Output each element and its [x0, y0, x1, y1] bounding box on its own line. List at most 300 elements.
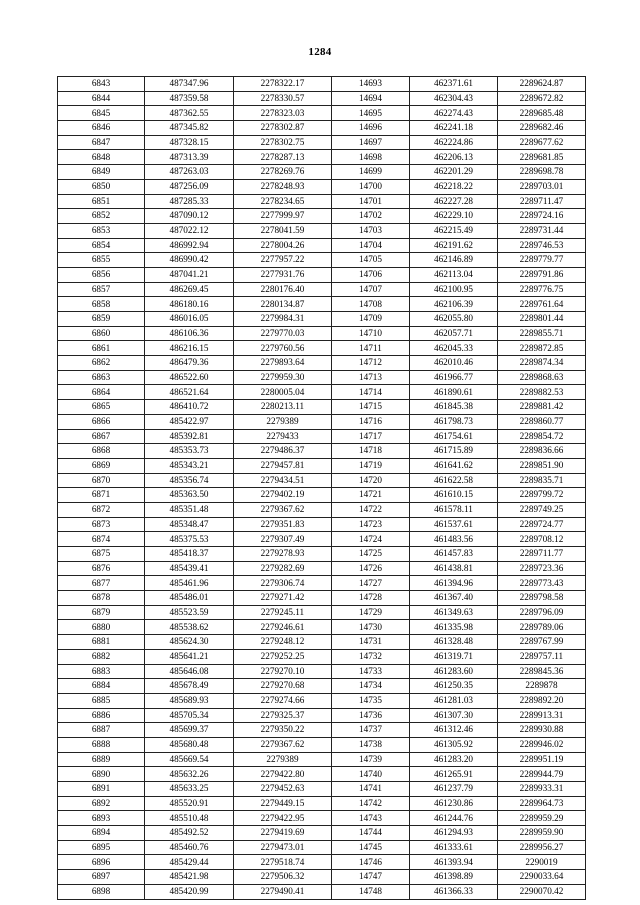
cell-point-id-right: 14728 — [332, 591, 410, 606]
cell-y-left: 2279518.74 — [234, 855, 332, 870]
table-row — [58, 737, 586, 752]
cell-y-left: 2278287.13 — [234, 150, 332, 165]
cell-point-id-left: 6890 — [58, 767, 145, 782]
cell-x-right: 462191.62 — [410, 238, 498, 253]
cell-x-left: 486990.42 — [145, 253, 234, 268]
cell-point-id-right: 14706 — [332, 267, 410, 282]
cell-x-right: 461294.93 — [410, 826, 498, 841]
cell-point-id-left: 6898 — [58, 884, 145, 899]
table-row — [58, 796, 586, 811]
cell-y-left: 2278269.76 — [234, 165, 332, 180]
cell-y-right: 2289845.36 — [498, 664, 586, 679]
table-row — [58, 620, 586, 635]
cell-x-left: 486180.16 — [145, 297, 234, 312]
cell-point-id-left: 6853 — [58, 223, 145, 238]
cell-y-right: 2289757.11 — [498, 649, 586, 664]
coordinates-table — [57, 76, 586, 900]
cell-y-right: 2289854.72 — [498, 429, 586, 444]
cell-y-right: 2289624.87 — [498, 77, 586, 92]
cell-y-left: 2279351.83 — [234, 517, 332, 532]
cell-y-right: 2289791.86 — [498, 267, 586, 282]
cell-point-id-left: 6856 — [58, 267, 145, 282]
cell-x-right: 461283.60 — [410, 664, 498, 679]
table-row — [58, 267, 586, 282]
cell-point-id-right: 14738 — [332, 737, 410, 752]
table-row — [58, 458, 586, 473]
cell-y-right: 2289868.63 — [498, 370, 586, 385]
cell-y-left: 2279307.49 — [234, 532, 332, 547]
cell-y-left: 2278330.57 — [234, 91, 332, 106]
cell-point-id-right: 14720 — [332, 473, 410, 488]
table-row — [58, 238, 586, 253]
cell-x-right: 461398.89 — [410, 870, 498, 885]
cell-y-right: 2289874.34 — [498, 356, 586, 371]
cell-x-left: 487345.82 — [145, 121, 234, 136]
cell-y-left: 2280213.11 — [234, 400, 332, 415]
cell-y-left: 2279367.62 — [234, 502, 332, 517]
cell-point-id-right: 14702 — [332, 209, 410, 224]
cell-y-left: 2279490.41 — [234, 884, 332, 899]
cell-y-left: 2278302.75 — [234, 135, 332, 150]
cell-x-left: 485439.41 — [145, 561, 234, 576]
table-row — [58, 370, 586, 385]
cell-y-right: 2289799.72 — [498, 488, 586, 503]
cell-point-id-left: 6873 — [58, 517, 145, 532]
table-row — [58, 91, 586, 106]
cell-point-id-left: 6892 — [58, 796, 145, 811]
cell-x-left: 485523.59 — [145, 605, 234, 620]
cell-y-right: 2289681.85 — [498, 150, 586, 165]
table-row — [58, 326, 586, 341]
cell-y-right: 2289698.78 — [498, 165, 586, 180]
cell-y-left: 2279893.64 — [234, 356, 332, 371]
cell-point-id-right: 14703 — [332, 223, 410, 238]
table-row — [58, 649, 586, 664]
cell-x-right: 461366.33 — [410, 884, 498, 899]
cell-point-id-right: 14708 — [332, 297, 410, 312]
cell-y-right: 2289711.77 — [498, 547, 586, 562]
coordinates-table-body — [58, 77, 586, 900]
cell-point-id-left: 6865 — [58, 400, 145, 415]
cell-y-left: 2279434.51 — [234, 473, 332, 488]
cell-x-right: 461537.61 — [410, 517, 498, 532]
cell-y-right: 2289685.48 — [498, 106, 586, 121]
cell-x-left: 485429.44 — [145, 855, 234, 870]
cell-x-left: 485348.47 — [145, 517, 234, 532]
cell-y-left: 2279278.93 — [234, 547, 332, 562]
cell-x-right: 461890.61 — [410, 385, 498, 400]
cell-x-left: 485356.74 — [145, 473, 234, 488]
cell-x-left: 486992.94 — [145, 238, 234, 253]
cell-y-left: 2279270.10 — [234, 664, 332, 679]
cell-x-left: 485353.73 — [145, 444, 234, 459]
cell-point-id-left: 6859 — [58, 312, 145, 327]
cell-x-right: 461754.61 — [410, 429, 498, 444]
table-row — [58, 502, 586, 517]
table-row — [58, 708, 586, 723]
cell-point-id-right: 14704 — [332, 238, 410, 253]
cell-x-right: 461349.63 — [410, 605, 498, 620]
cell-point-id-right: 14695 — [332, 106, 410, 121]
cell-point-id-right: 14693 — [332, 77, 410, 92]
table-row — [58, 194, 586, 209]
cell-point-id-left: 6895 — [58, 840, 145, 855]
cell-x-right: 462057.71 — [410, 326, 498, 341]
cell-point-id-left: 6849 — [58, 165, 145, 180]
cell-point-id-left: 6893 — [58, 811, 145, 826]
table-row — [58, 605, 586, 620]
cell-y-left: 2278322.17 — [234, 77, 332, 92]
cell-y-left: 2279306.74 — [234, 576, 332, 591]
table-row — [58, 693, 586, 708]
cell-point-id-left: 6848 — [58, 150, 145, 165]
table-row — [58, 414, 586, 429]
cell-x-right: 461966.77 — [410, 370, 498, 385]
cell-y-right: 2289677.62 — [498, 135, 586, 150]
table-row — [58, 106, 586, 121]
cell-point-id-right: 14744 — [332, 826, 410, 841]
cell-point-id-right: 14742 — [332, 796, 410, 811]
table-row — [58, 723, 586, 738]
cell-x-right: 462218.22 — [410, 179, 498, 194]
cell-x-right: 462201.29 — [410, 165, 498, 180]
cell-x-right: 461393.94 — [410, 855, 498, 870]
cell-x-right: 462055.80 — [410, 312, 498, 327]
cell-y-left: 2280005.04 — [234, 385, 332, 400]
table-row — [58, 209, 586, 224]
page-number: 1284 — [308, 46, 332, 58]
cell-x-right: 461230.86 — [410, 796, 498, 811]
cell-x-right: 461283.20 — [410, 752, 498, 767]
table-row — [58, 400, 586, 415]
table-row — [58, 884, 586, 899]
cell-point-id-right: 14713 — [332, 370, 410, 385]
cell-x-left: 487359.58 — [145, 91, 234, 106]
cell-x-right: 461307.30 — [410, 708, 498, 723]
cell-x-left: 485689.93 — [145, 693, 234, 708]
cell-x-right: 461328.48 — [410, 635, 498, 650]
cell-point-id-right: 14700 — [332, 179, 410, 194]
cell-point-id-left: 6880 — [58, 620, 145, 635]
cell-x-left: 485633.25 — [145, 782, 234, 797]
cell-point-id-right: 14735 — [332, 693, 410, 708]
cell-y-left: 2279452.63 — [234, 782, 332, 797]
cell-x-right: 462229.10 — [410, 209, 498, 224]
table-row — [58, 752, 586, 767]
cell-y-left: 2279270.68 — [234, 679, 332, 694]
cell-point-id-right: 14741 — [332, 782, 410, 797]
table-row — [58, 767, 586, 782]
cell-y-right: 2289724.77 — [498, 517, 586, 532]
cell-x-left: 486410.72 — [145, 400, 234, 415]
cell-y-right: 2289951.19 — [498, 752, 586, 767]
cell-x-left: 487022.12 — [145, 223, 234, 238]
cell-x-left: 487362.55 — [145, 106, 234, 121]
cell-point-id-right: 14727 — [332, 576, 410, 591]
cell-point-id-right: 14726 — [332, 561, 410, 576]
cell-point-id-right: 14712 — [332, 356, 410, 371]
cell-x-right: 462274.43 — [410, 106, 498, 121]
cell-point-id-right: 14698 — [332, 150, 410, 165]
cell-point-id-right: 14732 — [332, 649, 410, 664]
cell-y-left: 2279419.69 — [234, 826, 332, 841]
cell-point-id-left: 6881 — [58, 635, 145, 650]
cell-point-id-right: 14697 — [332, 135, 410, 150]
table-row — [58, 561, 586, 576]
cell-y-right: 2289767.99 — [498, 635, 586, 650]
cell-x-right: 461483.56 — [410, 532, 498, 547]
cell-point-id-right: 14718 — [332, 444, 410, 459]
cell-y-right: 2289773.43 — [498, 576, 586, 591]
table-row — [58, 826, 586, 841]
cell-y-right: 2289761.64 — [498, 297, 586, 312]
cell-y-right: 2289723.36 — [498, 561, 586, 576]
cell-point-id-left: 6852 — [58, 209, 145, 224]
cell-point-id-left: 6885 — [58, 693, 145, 708]
table-row — [58, 135, 586, 150]
cell-x-right: 461622.58 — [410, 473, 498, 488]
cell-y-right: 2289959.29 — [498, 811, 586, 826]
cell-point-id-right: 14721 — [332, 488, 410, 503]
cell-point-id-right: 14724 — [332, 532, 410, 547]
table-row — [58, 179, 586, 194]
cell-y-right: 2289796.09 — [498, 605, 586, 620]
table-row — [58, 635, 586, 650]
cell-x-left: 486269.45 — [145, 282, 234, 297]
cell-y-right: 2290019 — [498, 855, 586, 870]
cell-point-id-right: 14730 — [332, 620, 410, 635]
cell-y-right: 2289711.47 — [498, 194, 586, 209]
cell-y-left: 2279433 — [234, 429, 332, 444]
cell-y-left: 2279252.25 — [234, 649, 332, 664]
cell-point-id-right: 14734 — [332, 679, 410, 694]
cell-x-left: 485699.37 — [145, 723, 234, 738]
cell-point-id-right: 14719 — [332, 458, 410, 473]
cell-point-id-right: 14723 — [332, 517, 410, 532]
cell-x-right: 462206.13 — [410, 150, 498, 165]
cell-y-left: 2279422.95 — [234, 811, 332, 826]
cell-point-id-left: 6888 — [58, 737, 145, 752]
cell-y-left: 2279246.61 — [234, 620, 332, 635]
cell-point-id-right: 14748 — [332, 884, 410, 899]
table-row — [58, 870, 586, 885]
cell-x-left: 485486.01 — [145, 591, 234, 606]
cell-x-left: 485422.97 — [145, 414, 234, 429]
cell-point-id-left: 6847 — [58, 135, 145, 150]
cell-x-left: 485420.99 — [145, 884, 234, 899]
table-row — [58, 341, 586, 356]
cell-x-right: 462106.39 — [410, 297, 498, 312]
cell-y-left: 2279473.01 — [234, 840, 332, 855]
cell-point-id-left: 6866 — [58, 414, 145, 429]
cell-y-left: 2279367.62 — [234, 737, 332, 752]
cell-x-right: 461715.89 — [410, 444, 498, 459]
cell-x-left: 486216.15 — [145, 341, 234, 356]
cell-x-left: 485418.37 — [145, 547, 234, 562]
cell-point-id-left: 6894 — [58, 826, 145, 841]
cell-point-id-right: 14740 — [332, 767, 410, 782]
cell-x-left: 486522.60 — [145, 370, 234, 385]
cell-y-right: 2289672.82 — [498, 91, 586, 106]
cell-x-right: 461845.38 — [410, 400, 498, 415]
cell-point-id-left: 6869 — [58, 458, 145, 473]
cell-x-left: 485669.54 — [145, 752, 234, 767]
cell-point-id-left: 6855 — [58, 253, 145, 268]
cell-x-right: 461237.79 — [410, 782, 498, 797]
cell-point-id-left: 6868 — [58, 444, 145, 459]
cell-y-right: 2289930.88 — [498, 723, 586, 738]
table-row — [58, 121, 586, 136]
cell-y-left: 2279245.11 — [234, 605, 332, 620]
table-row — [58, 591, 586, 606]
cell-point-id-right: 14729 — [332, 605, 410, 620]
cell-point-id-left: 6875 — [58, 547, 145, 562]
cell-x-left: 485510.48 — [145, 811, 234, 826]
cell-x-left: 485641.21 — [145, 649, 234, 664]
table-row — [58, 840, 586, 855]
cell-x-right: 461367.40 — [410, 591, 498, 606]
cell-x-right: 462100.95 — [410, 282, 498, 297]
table-row — [58, 517, 586, 532]
cell-y-left: 2279770.03 — [234, 326, 332, 341]
cell-y-left: 2278004.26 — [234, 238, 332, 253]
cell-point-id-left: 6844 — [58, 91, 145, 106]
cell-point-id-left: 6861 — [58, 341, 145, 356]
cell-x-right: 462045.33 — [410, 341, 498, 356]
cell-y-right: 2289944.79 — [498, 767, 586, 782]
cell-y-left: 2279984.31 — [234, 312, 332, 327]
cell-point-id-right: 14736 — [332, 708, 410, 723]
table-row — [58, 532, 586, 547]
cell-x-right: 462241.18 — [410, 121, 498, 136]
cell-x-right: 461312.46 — [410, 723, 498, 738]
cell-x-left: 486521.64 — [145, 385, 234, 400]
cell-y-left: 2279325.37 — [234, 708, 332, 723]
table-row — [58, 488, 586, 503]
cell-point-id-right: 14743 — [332, 811, 410, 826]
cell-point-id-left: 6867 — [58, 429, 145, 444]
cell-x-right: 462113.04 — [410, 267, 498, 282]
cell-point-id-left: 6887 — [58, 723, 145, 738]
cell-point-id-right: 14699 — [332, 165, 410, 180]
cell-x-right: 461641.62 — [410, 458, 498, 473]
cell-y-left: 2279760.56 — [234, 341, 332, 356]
cell-point-id-left: 6891 — [58, 782, 145, 797]
cell-x-right: 461244.76 — [410, 811, 498, 826]
cell-y-left: 2279959.30 — [234, 370, 332, 385]
cell-y-right: 2289851.90 — [498, 458, 586, 473]
cell-x-right: 462010.46 — [410, 356, 498, 371]
cell-x-left: 487285.33 — [145, 194, 234, 209]
cell-point-id-right: 14725 — [332, 547, 410, 562]
cell-y-left: 2279506.32 — [234, 870, 332, 885]
cell-y-right: 2289724.16 — [498, 209, 586, 224]
cell-y-left: 2279389 — [234, 752, 332, 767]
cell-x-left: 487347.96 — [145, 77, 234, 92]
cell-point-id-right: 14716 — [332, 414, 410, 429]
cell-point-id-right: 14717 — [332, 429, 410, 444]
cell-point-id-left: 6889 — [58, 752, 145, 767]
cell-y-right: 2289946.02 — [498, 737, 586, 752]
cell-y-right: 2289682.46 — [498, 121, 586, 136]
cell-x-left: 485460.76 — [145, 840, 234, 855]
cell-y-right: 2289913.31 — [498, 708, 586, 723]
cell-x-right: 461798.73 — [410, 414, 498, 429]
cell-x-right: 462215.49 — [410, 223, 498, 238]
table-row — [58, 312, 586, 327]
cell-point-id-left: 6854 — [58, 238, 145, 253]
cell-y-left: 2280176.40 — [234, 282, 332, 297]
cell-x-left: 487090.12 — [145, 209, 234, 224]
cell-y-right: 2290033.64 — [498, 870, 586, 885]
cell-x-left: 485678.49 — [145, 679, 234, 694]
cell-point-id-right: 14733 — [332, 664, 410, 679]
cell-point-id-left: 6864 — [58, 385, 145, 400]
cell-x-left: 485343.21 — [145, 458, 234, 473]
cell-x-left: 485392.81 — [145, 429, 234, 444]
cell-y-right: 2289746.53 — [498, 238, 586, 253]
cell-point-id-left: 6896 — [58, 855, 145, 870]
cell-y-left: 2278041.59 — [234, 223, 332, 238]
cell-point-id-left: 6877 — [58, 576, 145, 591]
cell-x-left: 485632.26 — [145, 767, 234, 782]
cell-y-left: 2277957.22 — [234, 253, 332, 268]
cell-y-right: 2290070.42 — [498, 884, 586, 899]
cell-point-id-left: 6870 — [58, 473, 145, 488]
cell-y-right: 2289801.44 — [498, 312, 586, 327]
table-row — [58, 77, 586, 92]
cell-x-left: 486106.36 — [145, 326, 234, 341]
cell-point-id-left: 6851 — [58, 194, 145, 209]
cell-point-id-right: 14746 — [332, 855, 410, 870]
cell-y-right: 2289892.20 — [498, 693, 586, 708]
cell-point-id-left: 6871 — [58, 488, 145, 503]
cell-point-id-right: 14715 — [332, 400, 410, 415]
cell-y-left: 2278234.65 — [234, 194, 332, 209]
cell-point-id-left: 6874 — [58, 532, 145, 547]
cell-point-id-left: 6884 — [58, 679, 145, 694]
cell-y-left: 2278302.87 — [234, 121, 332, 136]
cell-x-right: 461305.92 — [410, 737, 498, 752]
cell-point-id-right: 14707 — [332, 282, 410, 297]
cell-point-id-left: 6860 — [58, 326, 145, 341]
cell-y-right: 2289731.44 — [498, 223, 586, 238]
cell-point-id-left: 6878 — [58, 591, 145, 606]
cell-y-left: 2279350.22 — [234, 723, 332, 738]
cell-x-right: 461319.71 — [410, 649, 498, 664]
cell-x-left: 487263.03 — [145, 165, 234, 180]
cell-y-left: 2279271.42 — [234, 591, 332, 606]
cell-point-id-right: 14710 — [332, 326, 410, 341]
cell-point-id-right: 14731 — [332, 635, 410, 650]
cell-y-right: 2289798.58 — [498, 591, 586, 606]
cell-point-id-right: 14709 — [332, 312, 410, 327]
table-row — [58, 664, 586, 679]
cell-point-id-left: 6879 — [58, 605, 145, 620]
table-row — [58, 165, 586, 180]
cell-y-right: 2289956.27 — [498, 840, 586, 855]
cell-y-left: 2279402.19 — [234, 488, 332, 503]
cell-y-left: 2278323.03 — [234, 106, 332, 121]
cell-y-left: 2279389 — [234, 414, 332, 429]
cell-x-right: 461281.03 — [410, 693, 498, 708]
cell-y-left: 2279449.15 — [234, 796, 332, 811]
cell-y-right: 2289835.71 — [498, 473, 586, 488]
cell-x-left: 485646.08 — [145, 664, 234, 679]
cell-x-left: 485680.48 — [145, 737, 234, 752]
cell-y-right: 2289708.12 — [498, 532, 586, 547]
cell-x-right: 461438.81 — [410, 561, 498, 576]
